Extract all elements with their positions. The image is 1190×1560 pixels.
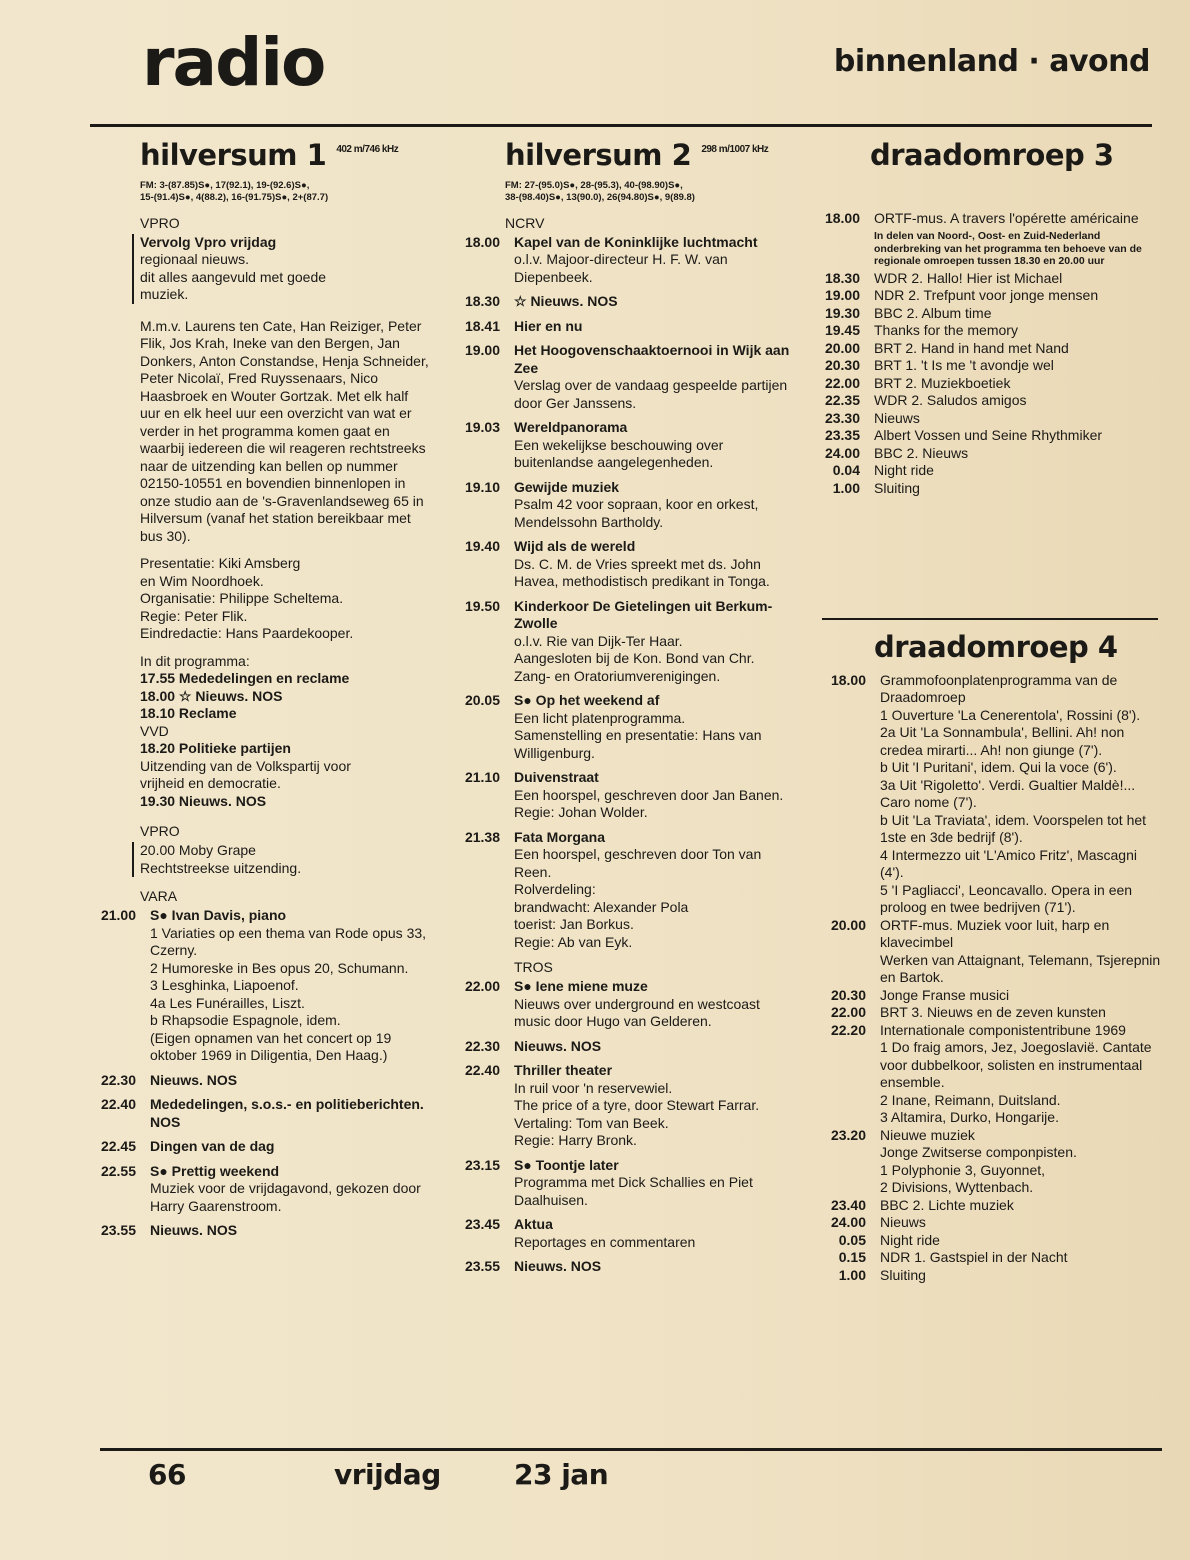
station-name: hilversum 2 $^{298 m/1007 kHz}$ [505, 138, 769, 172]
program-time: 23.30 [824, 409, 860, 426]
program-desc: BRT 3. Nieuws en de zeven kunsten [880, 1004, 1106, 1021]
program-time: 22.30 [464, 1037, 500, 1054]
program-title: Hier en nu [514, 317, 583, 334]
list-item [448, 538, 793, 591]
list-item [808, 410, 1160, 428]
program-time: 22.00 [824, 374, 860, 391]
intro-block [132, 234, 432, 304]
program-title: Wijd als de wereld [514, 538, 636, 555]
program-desc: BRT 2. Muziekboetiek [874, 374, 1011, 391]
program-time: 20.30 [830, 986, 866, 1003]
footer-day: vrijdag [334, 1458, 441, 1491]
program-title: Dingen van de dag [150, 1138, 275, 1155]
program-desc: Night ride [874, 462, 934, 479]
program-desc: Nieuwe muziek Jonge Zwitserse componpisten. 1 Polyphonie 3, Guyonnet, 2 Divisions, Wyttenbach. [880, 1126, 1077, 1196]
list-item [448, 692, 793, 762]
list-item [84, 1222, 432, 1240]
column-draadomroep-4 [814, 632, 1162, 1284]
list-item [448, 769, 793, 822]
list-item [808, 445, 1160, 463]
program-desc: Verslag over de vandaag gespeelde partijen door Ger Janssens. [514, 377, 788, 411]
list-item [84, 1096, 432, 1131]
program-desc: Een hoorspel, geschreven door Jan Banen. Regie: Johan Wolder. [514, 786, 784, 821]
program-time: 18.00 [464, 233, 500, 250]
list-item [814, 917, 1162, 987]
program-list [84, 907, 432, 1240]
program-desc: Een wekelijkse beschouwing over buitenlandse aangelegenheden. [514, 436, 724, 471]
program-list [814, 672, 1162, 1285]
list-item [448, 1062, 793, 1150]
program-desc: Grammofoonplatenprogramma van de Draadomroep 1 Ouverture 'La Cenerentola', Rossini (8'). 2a Uit 'La Sonnambula', Bellini. Ah! non credea mirarti... Ah! non giunge (7'). b Uit 'I Puritani', idem. Qui la voce (6'). 3a Uit 'Rigoletto'. Verdi. Gualtier Maldè!... Caro nome (7'). b Uit 'La Traviata', idem. Voorspelen tot het 1ste en 3de bedrijf (8'). 4 Intermezzo uit 'L'Amico Fritz', Mascagni (4'). 5 'I Pagliacci', Leoncavallo. Opera in een proloog en twee bedrijven (71'). [880, 671, 1147, 916]
page-title: radio [142, 24, 325, 101]
list-item [814, 1214, 1162, 1232]
program-time: 18.41 [464, 317, 500, 334]
program-time: 0.05 [838, 1231, 866, 1248]
program-desc: o.l.v. Majoor-directeur H. F. W. van Diepenbeek. [514, 251, 728, 285]
program-time: 20.00 [824, 339, 860, 356]
program-time: 18.30 [464, 293, 500, 310]
program-desc: o.l.v. Rie van Dijk-Ter Haar. Aangesloten bij de Kon. Bond van Chr. Zang- en Oratoriumverenigingen. [514, 632, 755, 684]
list-item [814, 1249, 1162, 1267]
column-hilversum-2 [448, 140, 793, 1283]
program-time: 22.30 [100, 1071, 136, 1088]
program-title: Gewijde muziek [514, 478, 620, 495]
list-item [808, 322, 1160, 340]
list-item [814, 1127, 1162, 1197]
section-title: binnenland · avond [833, 44, 1150, 79]
broadcaster: VPRO [140, 823, 180, 840]
list-item [808, 480, 1160, 498]
program-desc: Programma met Dick Schallies en Piet Daalhuisen. [514, 1174, 753, 1208]
program-list [808, 270, 1160, 498]
program-time: 23.20 [830, 1126, 866, 1143]
list-item [84, 1138, 432, 1156]
list-item: 18.00 ORTF-mus. A travers l'opérette américaine In delen van Noord-, Oost- en Zuid-Nederland onderbreking van het programma ten behoeve van de regionale omroepen tussen 18.30 en 20.00 uur [808, 210, 1160, 268]
program-time: 22.20 [830, 1021, 866, 1038]
list-item [448, 293, 793, 311]
program-desc: BRT 2. Hand in hand met Nand [874, 339, 1069, 356]
program-title: Mededelingen, s.o.s.- en politieberichten. NOS [150, 1096, 424, 1130]
program-desc: WDR 2. Saludos amigos [874, 392, 1027, 409]
program-time: 23.15 [464, 1156, 500, 1173]
program-desc: Reportages en commentaren [514, 1233, 696, 1250]
sub-program-list: In dit programma: 17.55 Mededelingen en reclame 18.00 ☆ Nieuws. NOS 18.10 Reclame VVD 18.20 Politieke partijen Uitzending van de Volkspartij voor vrijheid en democratie. 19.30 Nieuws. NOS [140, 652, 351, 809]
program-time: 1.00 [838, 1266, 866, 1283]
program-time: 22.40 [100, 1096, 136, 1113]
program-desc: Ds. C. M. de Vries spreekt met ds. John Havea, methodistisch predikant in Tonga. [514, 555, 770, 590]
program-title: S● Toontje later [514, 1156, 619, 1173]
broadcaster: NCRV [505, 214, 545, 231]
column-rule [822, 618, 1158, 620]
program-time: 19.00 [464, 342, 500, 359]
fm-frequencies: FM: 3-(87.85)S●, 17(92.1), 19-(92.6)S●, 15-(91.4)S●, 4(88.2), 16-(91.75)S●, 2+(87.7) [140, 179, 329, 203]
list-item [814, 1004, 1162, 1022]
list-item [448, 1216, 793, 1251]
station-name: hilversum 1 $^{402 m/746 kHz}$ [140, 138, 399, 172]
program-desc: M.m.v. Laurens ten Cate, Han Reiziger, Peter Flik, Jos Krah, Ineke van den Bergen, Jan Donkers, Anton Constandse, Henja Schneider, Peter Nicolaï, Fred Ruyssenaars, Nico Haasbroek en Wouter Gortzak. Met elk half uur en elk heel uur een overzicht van wat er verder in het programma komen gaat en waarbij iedereen die wil reageren rechtstreeks naar de uitzending kan bellen op nummer 02150-10551 en bovendien binnenlopen in onze studio aan de 's-Gravenlandseweg 65 in Hilversum (vanaf het station bereikbaar met bus 30). [140, 317, 429, 544]
program-time: 23.55 [464, 1258, 500, 1275]
list-item [808, 375, 1160, 393]
program-desc: regionaal nieuws. dit alles aangevuld met goede muziek. [140, 251, 327, 303]
program-title: Nieuws. NOS [150, 1071, 238, 1088]
program-time: 22.00 [830, 1004, 866, 1021]
fm-frequencies: FM: 27-(95.0)S●, 28-(95.3), 40-(98.90)S●, 38-(98.40)S●, 13(90.0), 26(94.80)S●, 9(89.8) [505, 179, 695, 203]
list-item [448, 419, 793, 472]
program-time: 19.40 [464, 538, 500, 555]
program-time: 22.40 [464, 1062, 500, 1079]
program-time: 21.00 [100, 907, 136, 924]
list-item [448, 342, 793, 412]
list-item [448, 978, 793, 1031]
program-desc: Psalm 42 voor sopraan, koor en orkest, Mendelssohn Bartholdy. [514, 496, 759, 530]
list-item [814, 1022, 1162, 1127]
program-time: 1.00 [832, 479, 860, 496]
page-number: 66 [148, 1458, 186, 1491]
program-time: 0.04 [832, 462, 860, 479]
program-title: Thriller theater [514, 1062, 613, 1079]
list-item [448, 1157, 793, 1210]
program-desc: Jonge Franse musici [880, 986, 1010, 1003]
list-item [814, 1197, 1162, 1215]
list-item [448, 318, 793, 336]
program-desc: BRT 1. 't Is me 't avondje wel [874, 357, 1054, 374]
program-title: S● Prettig weekend [150, 1162, 280, 1179]
list-item [448, 829, 793, 952]
program-desc: Night ride [880, 1231, 940, 1248]
program-time: 22.45 [100, 1138, 136, 1155]
list-item [808, 270, 1160, 288]
program-desc: Nieuws over underground en westcoast music door Hugo van Gelderen. [514, 995, 760, 1030]
top-rule [90, 124, 1152, 127]
program-desc: BBC 2. Lichte muziek [880, 1196, 1014, 1213]
list-item [808, 427, 1160, 445]
program-desc: In ruil voor 'n reservewiel. The price of a tyre, door Stewart Farrar. Vertaling: Tom van Beek. Regie: Harry Bronk. [514, 1079, 760, 1149]
credits: Presentatie: Kiki Amsberg en Wim Noordhoek. Organisatie: Philippe Scheltema. Regie: Peter Flik. Eindredactie: Hans Paardekooper. [140, 555, 354, 642]
station-frequency: 298 m/1007 kHz [701, 144, 769, 155]
list-item [448, 598, 793, 686]
broadcaster: VARA [140, 888, 178, 905]
column-draadomroep-3 [808, 140, 1160, 497]
program-time: 19.30 [824, 304, 860, 321]
program-time: 18.00 [830, 671, 866, 688]
program-title: S● Ivan Davis, piano [150, 907, 287, 924]
list-item [808, 357, 1160, 375]
program-time: 0.15 [838, 1249, 866, 1266]
program-desc: Nieuws [880, 1214, 926, 1231]
program-desc: ORTF-mus. Muziek voor luit, harp en klavecimbel Werken van Attaignant, Telemann, Tsjerepnin en Bartok. [880, 916, 1161, 986]
program-title: S● Op het weekend af [514, 692, 660, 709]
program-time: 23.35 [824, 427, 860, 444]
program-desc: Thanks for the memory [874, 322, 1018, 339]
program-moby-grape: 20.00 Moby Grape Rechtstreekse uitzending. [132, 842, 432, 877]
program-desc: Internationale componistentribune 1969 1 Do fraig amors, Jez, Joegoslavië. Cantate voor dubbelkoor, solisten en instrumentaal ensemble. 2 Inane, Reimann, Duitsland. 3 Altamira, Durko, Hongarije. [880, 1021, 1152, 1126]
program-title: ☆ Nieuws. NOS [514, 293, 618, 310]
list-item [814, 1232, 1162, 1250]
broadcaster: TROS [514, 959, 553, 976]
program-desc: BBC 2. Album time [874, 304, 992, 321]
program-title: S● Iene miene muze [514, 978, 648, 995]
footer-date: 23 jan [514, 1458, 609, 1491]
bottom-rule [100, 1448, 1162, 1451]
program-time: 19.10 [464, 478, 500, 495]
program-desc: Een hoorspel, geschreven door Ton van Reen. Rolverdeling: brandwacht: Alexander Pola toerist: Jan Borkus. Regie: Ab van Eyk. [514, 846, 762, 950]
list-item [448, 1258, 793, 1276]
program-title: Het Hoogovenschaaktoernooi in Wijk aan Zee [514, 342, 790, 376]
list-item [448, 234, 793, 287]
program-desc: Muziek voor de vrijdagavond, gekozen door Harry Gaarenstroom. [150, 1180, 421, 1214]
list-item [808, 392, 1160, 410]
program-desc: 1 Variaties op een thema van Rode opus 33, Czerny. 2 Humoreske in Bes opus 20, Schumann. 3 Lesghinka, Liapoenof. 4a Les Funérailles, Liszt. b Rhapsodie Espagnole, idem. (Eigen opnamen van het concert op 19 oktober 1969 in Diligentia, Den Haag.) [150, 924, 427, 1064]
list-item [814, 1267, 1162, 1285]
program-time: 21.10 [464, 769, 500, 786]
program-desc: Albert Vossen und Seine Rhythmiker [874, 427, 1103, 444]
station-name: draadomroep 3 [870, 138, 1114, 172]
program-time: 23.40 [830, 1196, 866, 1213]
column-hilversum-1 [92, 140, 432, 1247]
station-frequency: 402 m/746 kHz [336, 144, 399, 155]
program-time: 22.35 [824, 392, 860, 409]
program-time: 23.45 [464, 1216, 500, 1233]
program-title: Nieuws. NOS [514, 1258, 602, 1275]
program-time: 23.55 [100, 1222, 136, 1239]
program-time: 19.45 [824, 322, 860, 339]
program-time: 22.00 [464, 978, 500, 995]
program-time: 20.30 [824, 357, 860, 374]
list-item [84, 1163, 432, 1216]
list-item [448, 479, 793, 532]
station-name: draadomroep 4 [874, 630, 1118, 664]
program-desc: Sluiting [880, 1266, 926, 1283]
broadcaster: VPRO [140, 214, 180, 231]
list-item [814, 672, 1162, 917]
list-item [84, 907, 432, 1065]
program-time: 24.00 [830, 1214, 866, 1231]
program-title: Kapel van de Koninklijke luchtmacht [514, 233, 758, 250]
program-time: 22.55 [100, 1162, 136, 1179]
list-item [808, 462, 1160, 480]
program-desc: Een licht platenprogramma. Samenstelling en presentatie: Hans van Willigenburg. [514, 709, 762, 761]
program-time: 20.00 [830, 916, 866, 933]
program-desc: WDR 2. Hallo! Hier ist Michael [874, 269, 1063, 286]
list-item [814, 987, 1162, 1005]
program-title: Duivenstraat [514, 769, 599, 786]
program-desc: Sluiting [874, 479, 920, 496]
program-desc: BBC 2. Nieuws [874, 444, 969, 461]
program-desc: NDR 2. Trefpunt voor jonge mensen [874, 287, 1099, 304]
list-item [808, 287, 1160, 305]
list-item [448, 1038, 793, 1056]
program-time: 19.00 [824, 287, 860, 304]
program-title: Nieuws. NOS [150, 1222, 238, 1239]
program-time: 18.30 [824, 269, 860, 286]
program-time: 21.38 [464, 828, 500, 845]
list-item [808, 340, 1160, 358]
program-title: Wereldpanorama [514, 419, 628, 436]
program-list [448, 234, 793, 952]
program-time: 20.05 [464, 692, 500, 709]
regional-note: In delen van Noord-, Oost- en Zuid-Nederland onderbreking van het programma ten behoeve van de regionale omroepen tussen 18.30 en 20.00 uur [874, 230, 1142, 268]
program-time: 19.03 [464, 419, 500, 436]
program-list [448, 978, 793, 1276]
program-desc: NDR 1. Gastspiel in der Nacht [880, 1249, 1068, 1266]
list-item [808, 305, 1160, 323]
program-desc: Nieuws [874, 409, 920, 426]
program-title: Fata Morgana [514, 828, 606, 845]
list-item [84, 1072, 432, 1090]
program-title: Nieuws. NOS [514, 1037, 602, 1054]
program-time: 24.00 [824, 444, 860, 461]
program-time: 19.50 [464, 597, 500, 614]
program-title: Aktua [514, 1216, 553, 1233]
program-title: Vervolg Vpro vrijdag [140, 233, 277, 250]
program-title: Kinderkoor De Gietelingen uit Berkum-Zwolle [514, 597, 773, 632]
